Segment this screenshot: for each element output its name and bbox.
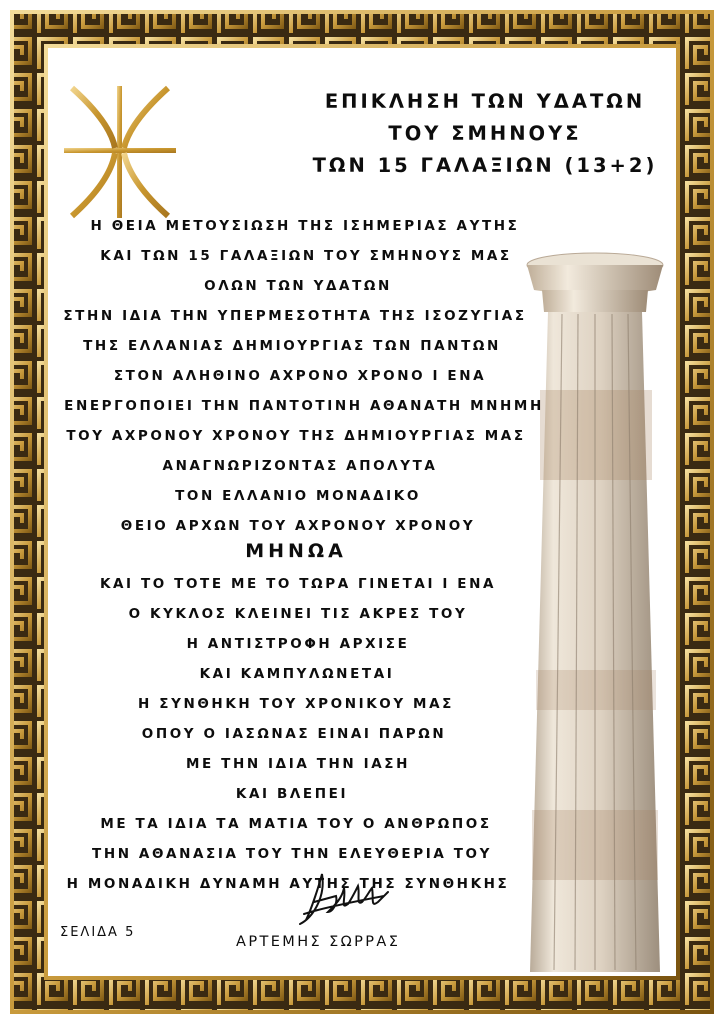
page-number: ΣΕΛΙΔΑ 5 <box>60 925 136 940</box>
title-line: ΕΠΙΚΛΗΣΗ ΤΩΝ ΥΔΑΤΩΝ <box>324 90 646 113</box>
poem-line: Η ΘΕΙΑ ΜΕΤΟΥΣΙΩΣΗ ΤΗΣ ΙΣΗΜΕΡΙΑΣ ΑΥΤΗΣ <box>90 218 520 234</box>
poem-line: Η ΑΝΤΙΣΤΡΟΦΗ ΑΡΧΙΣΕ <box>186 636 410 652</box>
poem-line: ΤΗΣ ΕΛΛΑΝΙΑΣ ΔΗΜΙΟΥΡΓΙΑΣ ΤΩΝ ΠΑΝΤΩΝ <box>83 338 501 354</box>
poem-line: ΜΕ ΤΗΝ ΙΔΙΑ ΤΗΝ ΙΑΣΗ <box>186 756 410 772</box>
poem-line: ΘΕΙΟ ΑΡΧΩΝ ΤΟΥ ΑΧΡΟΝΟΥ ΧΡΟΝΟΥ <box>120 518 476 534</box>
poem-line: Η ΜΟΝΑΔΙΚΗ ΔΥΝΑΜΗ ΑΥΤΗΣ ΤΗΣ ΣΥΝΘΗΚΗΣ <box>66 876 510 892</box>
greek-column-icon <box>520 250 670 975</box>
title-line: ΤΩΝ 15 ΓΑΛΑΞΙΩΝ (13+2) <box>312 154 658 177</box>
poem-line: ΕΝΕΡΓΟΠΟΙΕΙ ΤΗΝ ΠΑΝΤΟΤΙΝΗ ΑΘΑΝΑΤΗ ΜΝΗΜΗ <box>64 398 544 414</box>
poem-line: ΤΗΝ ΑΘΑΝΑΣΙΑ ΤΟΥ ΤΗΝ ΕΛΕΥΘΕΡΙΑ ΤΟΥ <box>92 846 492 862</box>
title-line: ΤΟΥ ΣΜΗΝΟΥΣ <box>388 122 582 145</box>
poem-line: ΟΠΟΥ Ο ΙΑΣΩΝΑΣ ΕΙΝΑΙ ΠΑΡΩΝ <box>141 726 447 742</box>
poem-line: ΤΟΝ ΕΛΛΑΝΙΟ ΜΟΝΑΔΙΚΟ <box>175 488 421 504</box>
poem-line: ΟΛΩΝ ΤΩΝ ΥΔΑΤΩΝ <box>204 278 392 294</box>
poem-line: ΚΑΙ ΤΟ ΤΟΤΕ ΜΕ ΤΟ ΤΩΡΑ ΓΙΝΕΤΑΙ Ι ΕΝΑ <box>99 576 497 592</box>
poem-line: ΣΤΗΝ ΙΔΙΑ ΤΗΝ ΥΠΕΡΜΕΣΟΤΗΤΑ ΤΗΣ ΙΣΟΖΥΓΙΑΣ <box>63 308 527 324</box>
author-name: ΑΡΤΕΜΗΣ ΣΩΡΡΑΣ <box>236 934 401 950</box>
poem-line: ΚΑΙ ΒΛΕΠΕΙ <box>235 786 349 802</box>
poem-line: Ο ΚΥΚΛΟΣ ΚΛΕΙΝΕΙ ΤΙΣ ΑΚΡΕΣ ΤΟΥ <box>128 606 468 622</box>
signature-mark <box>292 868 392 932</box>
poem-line: ΑΝΑΓΝΩΡΙΖΟΝΤΑΣ ΑΠΟΛΥΤΑ <box>162 458 438 474</box>
poem-line: ΤΟΥ ΑΧΡΟΝΟΥ ΧΡΟΝΟΥ ΤΗΣ ΔΗΜΙΟΥΡΓΙΑΣ ΜΑΣ <box>66 428 526 444</box>
poem-line: ΣΤΟΝ ΑΛΗΘΙΝΟ ΑΧΡΟΝΟ ΧΡΟΝΟ Ι ΕΝΑ <box>113 368 487 384</box>
star-symbol-icon <box>60 82 180 222</box>
poem-line: ΜΕ ΤΑ ΙΔΙΑ ΤΑ ΜΑΤΙΑ ΤΟΥ Ο ΑΝΘΡΩΠΟΣ <box>100 816 492 832</box>
poem-line: ΚΑΙ ΚΑΜΠΥΛΩΝΕΤΑΙ <box>199 666 395 682</box>
poem-line: Η ΣΥΝΘΗΚΗ ΤΟΥ ΧΡΟΝΙΚΟΥ ΜΑΣ <box>138 696 454 712</box>
poem-line: ΜΗΝΩΑ <box>245 540 347 562</box>
poem-line: ΚΑΙ ΤΩΝ 15 ΓΑΛΑΞΙΩΝ ΤΟΥ ΣΜΗΝΟΥΣ ΜΑΣ <box>100 248 512 264</box>
page-title <box>310 86 660 182</box>
